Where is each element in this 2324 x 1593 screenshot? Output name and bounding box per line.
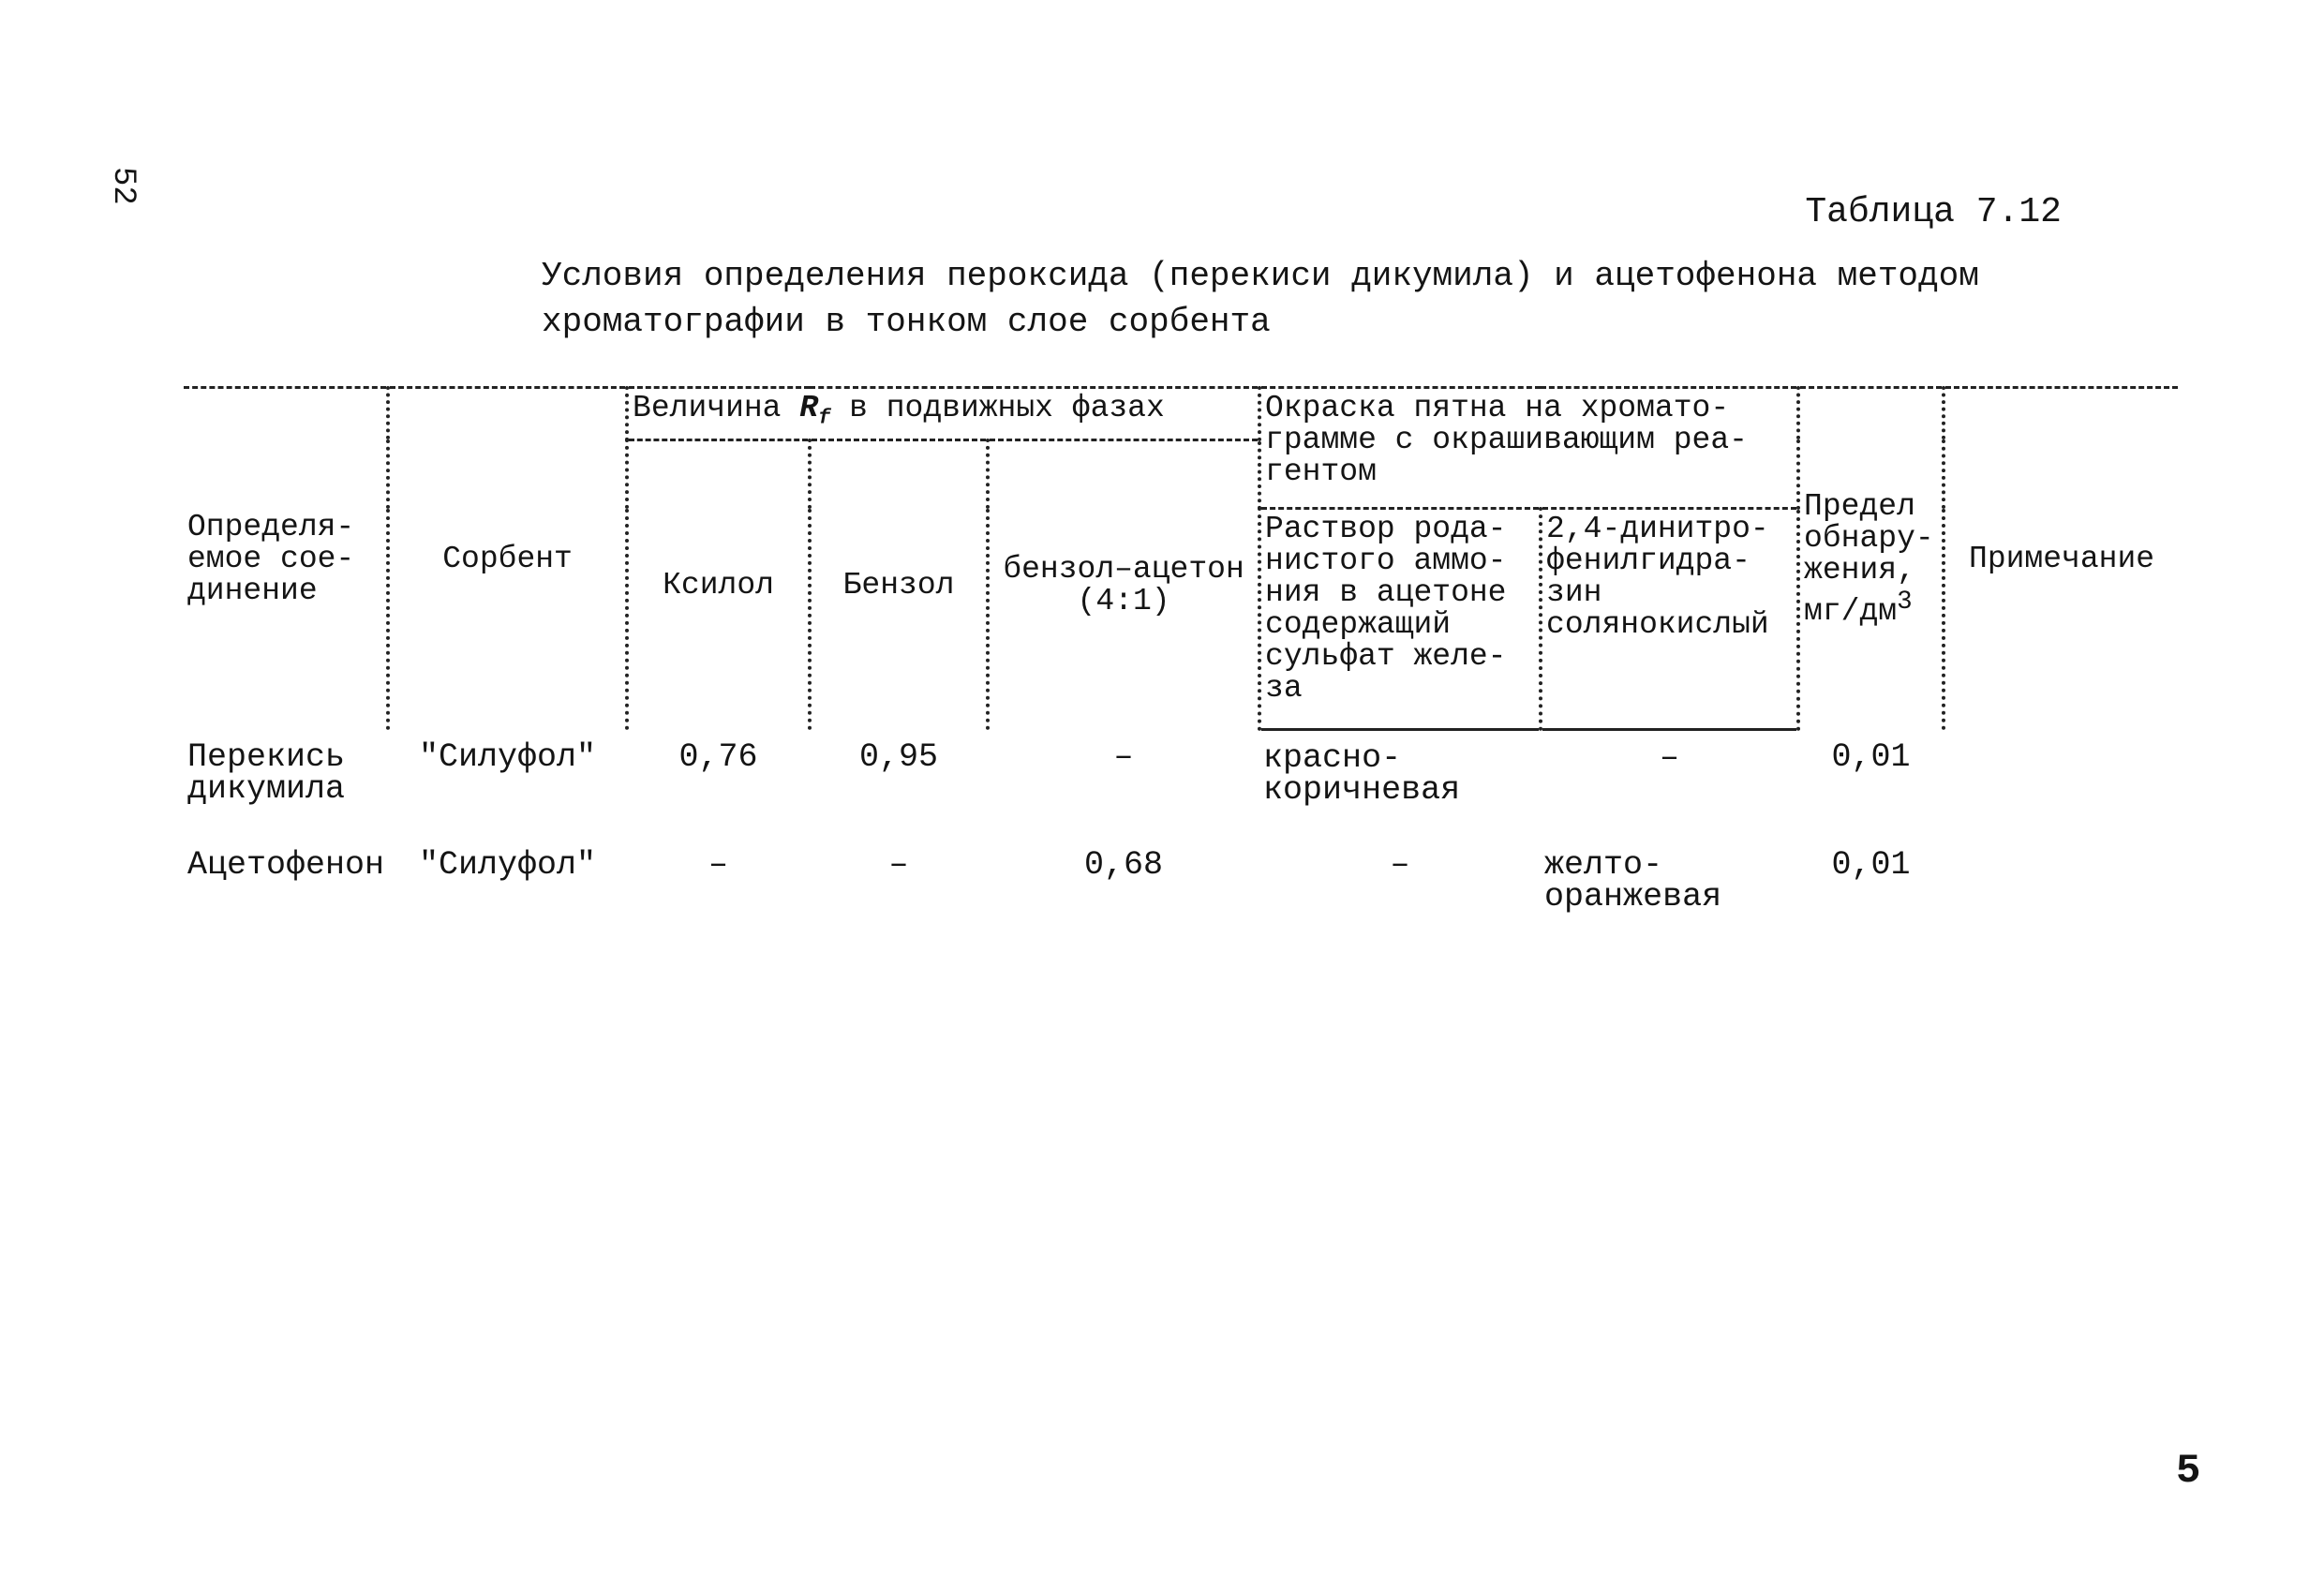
- table-caption: [542, 253, 2004, 345]
- table-row: [184, 730, 2178, 839]
- cell-rf-xylene: 0,76: [678, 737, 758, 776]
- caption-line-1: Условия определения пероксида (перекиси дикумила) и ацетофенона методом: [542, 257, 1979, 295]
- cell-stain-ammonium: –: [1390, 846, 1410, 885]
- header-rf-benzene: Бензол: [810, 439, 988, 730]
- table-label: Таблица 7.12: [1805, 192, 2062, 232]
- header-stain-dnph: 2,4-динитро-фенилгидра-зин солянокислый: [1541, 509, 1798, 730]
- corner-mark: 5: [2176, 1448, 2201, 1495]
- header-compound: Определя-емое сое-динение: [184, 388, 388, 730]
- cell-rf-benzene: 0,95: [859, 737, 939, 776]
- header-rf-benzene-acetone: бензол–ацетон (4:1): [988, 439, 1259, 730]
- header-stain-ammonium: Раствор рода-нистого аммо-ния в ацетоне содержащий сульфат желе-за: [1259, 509, 1541, 730]
- page-number: 52: [105, 167, 141, 205]
- rf-symbol: $R_f$: [799, 391, 831, 430]
- cell-rf-benzene-acetone: –: [1113, 737, 1134, 776]
- cell-note: [1944, 838, 2178, 945]
- header-stain-group: Окраска пятна на хромато-грамме с окрашивающим реа-гентом: [1259, 388, 1798, 509]
- cell-compound: Ацетофенон: [187, 846, 385, 885]
- header-sorbent: Сорбент: [388, 388, 627, 730]
- cell-sorbent: "Силуфол": [419, 737, 597, 776]
- cell-rf-xylene: –: [708, 846, 729, 885]
- header-rf-xylene: Ксилол: [627, 439, 810, 730]
- table-row: [184, 838, 2178, 945]
- header-rf-group: Величина $R_f$ в подвижных фазах: [627, 388, 1259, 440]
- cell-rf-benzene-acetone: 0,68: [1084, 846, 1164, 885]
- cell-compound: Перекись дикумила: [187, 737, 346, 808]
- cell-stain-ammonium: красно-коричневая: [1263, 739, 1461, 810]
- header-note: Примечание: [1944, 388, 2178, 730]
- cell-detection-limit: 0,01: [1831, 737, 1911, 776]
- cell-stain-dnph: –: [1660, 739, 1680, 778]
- header-detection-limit: Предел обнару-жения, $мг/дм^3$: [1798, 388, 1944, 730]
- cell-detection-limit: 0,01: [1831, 846, 1911, 885]
- cell-rf-benzene: –: [888, 846, 909, 885]
- cell-sorbent: "Силуфол": [419, 846, 597, 885]
- cell-stain-dnph: желто-оранжевая: [1544, 846, 1722, 916]
- cell-note: [1944, 730, 2178, 839]
- caption-line-2: хроматографии в тонком слое сорбента: [542, 303, 1271, 341]
- results-table: [184, 386, 2178, 945]
